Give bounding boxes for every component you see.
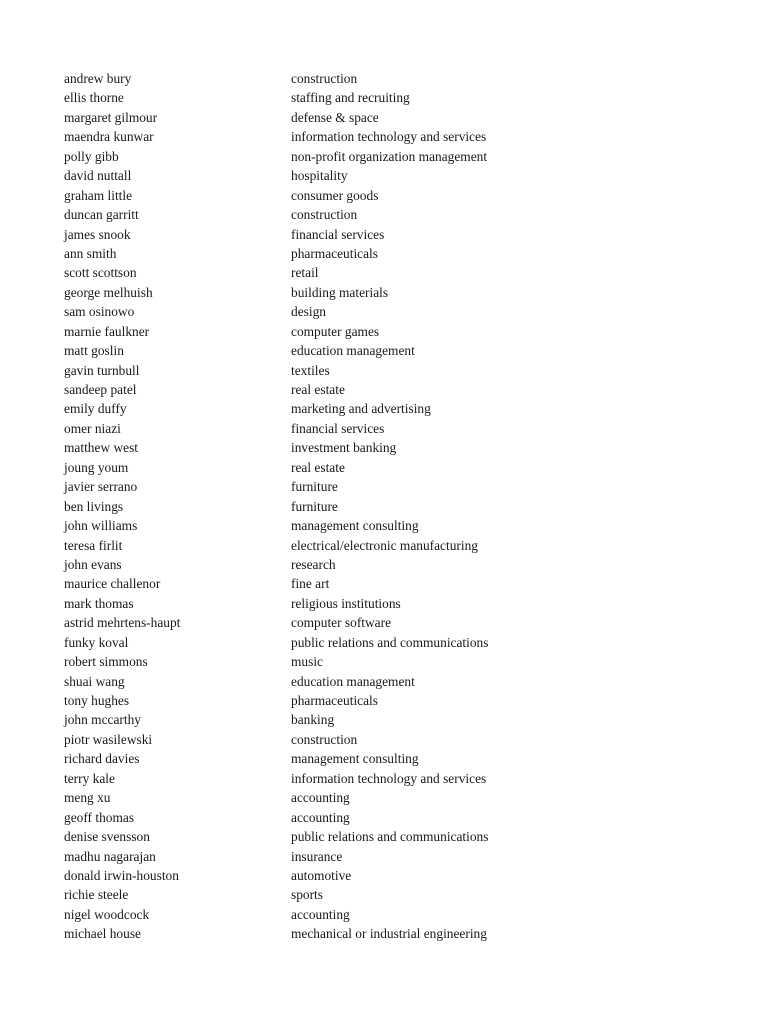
person-name: marnie faulkner	[64, 323, 150, 339]
list-item	[64, 536, 488, 555]
list-item	[64, 244, 488, 263]
person-name: terry kale	[64, 770, 115, 786]
list-item	[64, 225, 488, 244]
list-item	[64, 399, 488, 418]
industry-label: public relations and communications	[291, 829, 489, 845]
industry-label: accounting	[291, 906, 350, 922]
person-name: duncan garritt	[64, 207, 139, 223]
list-item	[64, 205, 488, 224]
person-name: john williams	[64, 518, 138, 534]
industry-label: consumer goods	[291, 187, 379, 203]
person-name: graham little	[64, 187, 133, 203]
person-name: astrid mehrtens-haupt	[64, 615, 181, 631]
list-item	[64, 341, 488, 360]
industry-label: education management	[291, 343, 415, 359]
industry-label: non-profit organization management	[291, 148, 488, 164]
person-name: richie steele	[64, 887, 129, 903]
list-item	[64, 788, 488, 807]
industry-label: education management	[291, 673, 415, 689]
list-item	[64, 516, 488, 535]
list-item	[64, 652, 488, 671]
list-item	[64, 88, 488, 107]
list-item	[64, 730, 488, 749]
contact-list	[64, 69, 488, 944]
list-item	[64, 147, 488, 166]
industry-label: banking	[291, 712, 335, 728]
list-item	[64, 633, 488, 652]
person-name: madhu nagarajan	[64, 848, 156, 864]
list-item	[64, 924, 488, 943]
list-item	[64, 127, 488, 146]
industry-label: insurance	[291, 848, 343, 864]
list-item	[64, 827, 488, 846]
industry-label: accounting	[291, 790, 350, 806]
person-name: polly gibb	[64, 148, 119, 164]
person-name: gavin turnbull	[64, 362, 140, 378]
industry-label: defense & space	[291, 109, 379, 125]
industry-label: staffing and recruiting	[291, 90, 410, 106]
industry-label: marketing and advertising	[291, 401, 431, 417]
person-name: sam osinowo	[64, 304, 135, 320]
industry-label: religious institutions	[291, 595, 401, 611]
person-name: denise svensson	[64, 829, 150, 845]
list-item	[64, 672, 488, 691]
person-name: meng xu	[64, 790, 111, 806]
industry-label: electrical/electronic manufacturing	[291, 537, 478, 553]
person-name: ellis thorne	[64, 90, 124, 106]
list-item	[64, 613, 488, 632]
list-item	[64, 438, 488, 457]
person-name: james snook	[64, 226, 131, 242]
person-name: javier serrano	[64, 479, 138, 495]
list-item	[64, 263, 488, 282]
list-item	[64, 477, 488, 496]
list-item	[64, 847, 488, 866]
industry-label: mechanical or industrial engineering	[291, 926, 487, 942]
person-name: maendra kunwar	[64, 129, 154, 145]
person-name: john evans	[64, 556, 122, 572]
person-name: scott scottson	[64, 265, 137, 281]
person-name: john mccarthy	[64, 712, 141, 728]
industry-label: financial services	[291, 420, 385, 436]
list-item	[64, 710, 488, 729]
person-name: funky koval	[64, 634, 129, 650]
person-name: omer niazi	[64, 420, 121, 436]
list-item	[64, 302, 488, 321]
industry-label: investment banking	[291, 440, 397, 456]
industry-label: computer games	[291, 323, 380, 339]
industry-label: construction	[291, 731, 358, 747]
list-item	[64, 691, 488, 710]
person-name: ann smith	[64, 245, 117, 261]
list-item	[64, 186, 488, 205]
person-name: nigel woodcock	[64, 906, 150, 922]
industry-label: retail	[291, 265, 319, 281]
person-name: michael house	[64, 926, 141, 942]
list-item	[64, 749, 488, 768]
list-item	[64, 419, 488, 438]
industry-label: fine art	[291, 576, 330, 592]
list-item	[64, 69, 488, 88]
person-name: matt goslin	[64, 343, 124, 359]
list-item	[64, 166, 488, 185]
list-item	[64, 905, 488, 924]
industry-label: design	[291, 304, 326, 320]
industry-label: furniture	[291, 479, 338, 495]
industry-label: hospitality	[291, 168, 348, 184]
list-item	[64, 322, 488, 341]
person-name: geoff thomas	[64, 809, 135, 825]
industry-label: construction	[291, 71, 358, 86]
person-name: david nuttall	[64, 168, 132, 184]
list-item	[64, 808, 488, 827]
industry-label: sports	[291, 887, 323, 903]
industry-label: management consulting	[291, 751, 419, 767]
list-item	[64, 497, 488, 516]
person-name: robert simmons	[64, 654, 148, 670]
industry-label: real estate	[291, 459, 345, 475]
person-name: mark thomas	[64, 595, 134, 611]
industry-label: pharmaceuticals	[291, 245, 378, 261]
industry-label: construction	[291, 207, 358, 223]
list-item	[64, 885, 488, 904]
person-name: shuai wang	[64, 673, 125, 689]
person-name: teresa firlit	[64, 537, 123, 553]
industry-label: information technology and services	[291, 770, 487, 786]
list-item	[64, 574, 488, 593]
list-item	[64, 458, 488, 477]
person-name: emily duffy	[64, 401, 127, 417]
person-name: ben livings	[64, 498, 124, 514]
industry-label: real estate	[291, 382, 345, 397]
industry-label: automotive	[291, 867, 352, 883]
list-item	[64, 555, 488, 574]
industry-label: management consulting	[291, 518, 419, 534]
industry-label: information technology and services	[291, 129, 487, 145]
list-item	[64, 108, 488, 127]
person-name: tony hughes	[64, 693, 130, 708]
person-name: richard davies	[64, 751, 140, 767]
list-item	[64, 866, 488, 885]
industry-label: pharmaceuticals	[291, 693, 378, 708]
person-name: donald irwin-houston	[64, 867, 179, 883]
person-name: george melhuish	[64, 284, 153, 300]
industry-label: accounting	[291, 809, 350, 825]
industry-label: public relations and communications	[291, 634, 489, 650]
industry-label: financial services	[291, 226, 385, 242]
industry-label: music	[291, 654, 323, 670]
person-name: sandeep patel	[64, 382, 137, 397]
person-name: margaret gilmour	[64, 109, 158, 125]
industry-label: research	[291, 556, 336, 572]
person-name: joung youm	[64, 459, 129, 475]
industry-label: furniture	[291, 498, 338, 514]
list-item	[64, 361, 488, 380]
industry-label: computer software	[291, 615, 392, 631]
person-name: piotr wasilewski	[64, 731, 153, 747]
person-name: maurice challenor	[64, 576, 161, 592]
person-name: matthew west	[64, 440, 139, 456]
list-item	[64, 380, 488, 399]
industry-label: textiles	[291, 362, 330, 378]
list-item	[64, 283, 488, 302]
list-item	[64, 769, 488, 788]
industry-label: building materials	[291, 284, 389, 300]
list-item	[64, 594, 488, 613]
person-name: andrew bury	[64, 71, 132, 86]
